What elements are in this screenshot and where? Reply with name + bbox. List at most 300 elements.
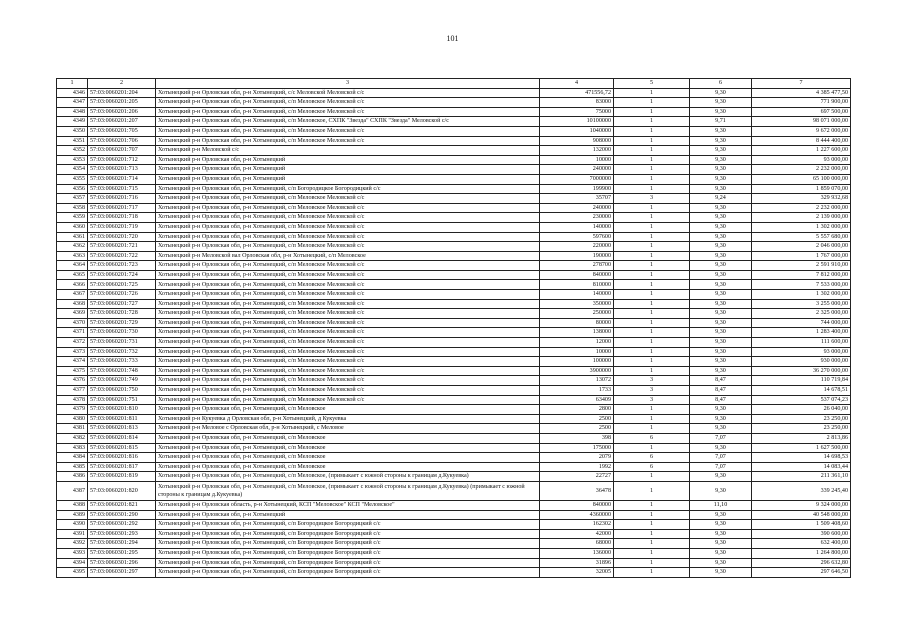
row-number-cell: 4356 (57, 184, 88, 194)
location-description-cell: Хотынецкий р-н Орловская обл, р-н Хотынецкий, с/п Меловское Меловской с/с (156, 366, 540, 376)
unit-price-cell: 9,30 (690, 568, 752, 578)
table-row (57, 568, 851, 578)
cadastral-value-cell: 1 859 070,00 (752, 184, 851, 194)
table-row (57, 251, 851, 261)
cadastral-number-cell: 57:03:0060201:204 (88, 88, 156, 98)
cadastral-value-cell: 537 074,23 (752, 395, 851, 405)
cadastral-number-cell: 57:03:0060201:726 (88, 290, 156, 300)
table-row (57, 232, 851, 242)
area-cell: 42000 (540, 529, 614, 539)
category-cell: 1 (614, 520, 690, 530)
location-description-cell: Хотынецкий р-н Орловская обл, р-н Хотынецкий, с/п Меловское (156, 443, 540, 453)
cadastral-number-cell: 57:03:0060201:814 (88, 433, 156, 443)
table-row (57, 165, 851, 175)
area-cell: 4360000 (540, 510, 614, 520)
cadastral-number-cell: 57:03:0060301:292 (88, 520, 156, 530)
cadastral-value-cell: 2 139 000,00 (752, 213, 851, 223)
row-number-cell: 4352 (57, 146, 88, 156)
row-number-cell: 4394 (57, 558, 88, 568)
cadastral-number-cell: 57:03:0060201:749 (88, 376, 156, 386)
category-cell: 1 (614, 98, 690, 108)
cadastral-number-cell: 57:03:0060201:821 (88, 500, 156, 510)
cadastral-number-cell: 57:03:0060201:751 (88, 395, 156, 405)
table-row (57, 117, 851, 127)
cadastral-value-cell: 1 264 800,00 (752, 548, 851, 558)
cadastral-number-cell: 57:03:0060201:731 (88, 338, 156, 348)
table-row (57, 280, 851, 290)
location-description-cell: Хотынецкий р-н Орловская обл, р-н Хотынецкий (156, 155, 540, 165)
column-header: 6 (690, 79, 752, 89)
category-cell: 1 (614, 146, 690, 156)
cadastral-value-cell: 2 046 000,00 (752, 242, 851, 252)
cadastral-number-cell: 57:03:0060201:721 (88, 242, 156, 252)
category-cell: 1 (614, 347, 690, 357)
cadastral-value-cell: 14 678,51 (752, 386, 851, 396)
table-row (57, 242, 851, 252)
category-cell: 1 (614, 290, 690, 300)
row-number-cell: 4387 (57, 481, 88, 500)
area-cell: 63409 (540, 395, 614, 405)
category-cell: 1 (614, 174, 690, 184)
area-cell: 136000 (540, 548, 614, 558)
cadastral-number-cell: 57:03:0060201:817 (88, 462, 156, 472)
area-cell: 10000 (540, 155, 614, 165)
category-cell: 3 (614, 376, 690, 386)
row-number-cell: 4382 (57, 433, 88, 443)
row-number-cell: 4373 (57, 347, 88, 357)
cadastral-value-cell: 296 632,80 (752, 558, 851, 568)
category-cell: 1 (614, 117, 690, 127)
category-cell: 1 (614, 126, 690, 136)
unit-price-cell: 9,30 (690, 347, 752, 357)
row-number-cell: 4376 (57, 376, 88, 386)
cadastral-value-cell: 9 672 000,00 (752, 126, 851, 136)
row-number-cell: 4380 (57, 414, 88, 424)
location-description-cell: Хотынецкий р-н Орловская обл, р-н Хотынецкий, с/п Меловское Меловской с/с (156, 136, 540, 146)
category-cell: 1 (614, 405, 690, 415)
unit-price-cell: 9,30 (690, 414, 752, 424)
cadastral-number-cell: 57:03:0060201:706 (88, 136, 156, 146)
area-cell: 398 (540, 433, 614, 443)
cadastral-value-cell: 697 500,00 (752, 107, 851, 117)
row-number-cell: 4346 (57, 88, 88, 98)
cadastral-value-cell: 1 302 000,00 (752, 290, 851, 300)
table-row (57, 500, 851, 510)
cadastral-number-cell: 57:03:0060301:293 (88, 529, 156, 539)
location-description-cell: Хотынецкий р-н Орловская обл, р-н Хотынецкий, с/п Богородицкое Богородицкий с/с (156, 539, 540, 549)
table-row (57, 433, 851, 443)
table-row (57, 481, 851, 500)
cadastral-value-cell: 632 400,00 (752, 539, 851, 549)
unit-price-cell: 9,30 (690, 261, 752, 271)
location-description-cell: Хотынецкий р-н Орловская обл, р-н Хотынецкий, с/п Меловское Меловской с/с (156, 309, 540, 319)
area-cell: 140000 (540, 222, 614, 232)
category-cell: 1 (614, 222, 690, 232)
area-cell: 7000000 (540, 174, 614, 184)
category-cell: 1 (614, 443, 690, 453)
cadastral-number-cell: 57:03:0060301:290 (88, 510, 156, 520)
cadastral-number-cell: 57:03:0060201:733 (88, 357, 156, 367)
category-cell: 1 (614, 136, 690, 146)
category-cell: 1 (614, 414, 690, 424)
cadastral-number-cell: 57:03:0060201:727 (88, 299, 156, 309)
cadastral-value-cell: 771 900,00 (752, 98, 851, 108)
row-number-cell: 4354 (57, 165, 88, 175)
area-cell: 240000 (540, 203, 614, 213)
column-header: 2 (88, 79, 156, 89)
row-number-cell: 4366 (57, 280, 88, 290)
cadastral-number-cell: 57:03:0060201:707 (88, 146, 156, 156)
area-cell: 75000 (540, 107, 614, 117)
row-number-cell: 4369 (57, 309, 88, 319)
row-number-cell: 4372 (57, 338, 88, 348)
area-cell: 22727 (540, 472, 614, 482)
cadastral-number-cell: 57:03:0060201:205 (88, 98, 156, 108)
row-number-cell: 4368 (57, 299, 88, 309)
category-cell: 1 (614, 510, 690, 520)
category-cell: 1 (614, 481, 690, 500)
cadastral-number-cell: 57:03:0060201:816 (88, 453, 156, 463)
cadastral-number-cell: 57:03:0060201:705 (88, 126, 156, 136)
cadastral-value-cell: 390 600,00 (752, 529, 851, 539)
category-cell: 1 (614, 357, 690, 367)
table-row (57, 395, 851, 405)
area-cell: 3900000 (540, 366, 614, 376)
area-cell: 250000 (540, 309, 614, 319)
table-row (57, 386, 851, 396)
area-cell: 278700 (540, 261, 614, 271)
cadastral-value-cell: 14 083,44 (752, 462, 851, 472)
table-row (57, 155, 851, 165)
area-cell: 190000 (540, 251, 614, 261)
category-cell: 6 (614, 433, 690, 443)
area-cell: 220000 (540, 242, 614, 252)
cadastral-value-cell: 2 325 000,00 (752, 309, 851, 319)
area-cell: 12000 (540, 338, 614, 348)
cadastral-value-cell: 1 302 000,00 (752, 222, 851, 232)
unit-price-cell: 9,30 (690, 366, 752, 376)
unit-price-cell: 9,30 (690, 558, 752, 568)
area-cell: 2500 (540, 414, 614, 424)
table-row (57, 510, 851, 520)
area-cell: 908000 (540, 136, 614, 146)
table-row (57, 299, 851, 309)
row-number-cell: 4357 (57, 194, 88, 204)
location-description-cell: Хотынецкий р-н Орловская обл, р-н Хотынецкий, с/п Меловское, (примыкает с южной стороны к границам д.Кукуевка) (156, 472, 540, 482)
table-row (57, 529, 851, 539)
table-row (57, 424, 851, 434)
cadastral-value-cell: 110 719,84 (752, 376, 851, 386)
location-description-cell: Хотынецкий р-н Орловская обл, р-н Хотынецкий, с/п Меловское Меловской с/с (156, 194, 540, 204)
unit-price-cell: 9,30 (690, 405, 752, 415)
cadastral-value-cell: 7 812 000,00 (752, 270, 851, 280)
location-description-cell: Хотынецкий р-н Орловская обл, р-н Хотынецкий, с/п Богородицкое Богородицкий с/с (156, 184, 540, 194)
category-cell: 1 (614, 270, 690, 280)
unit-price-cell: 9,30 (690, 548, 752, 558)
location-description-cell: Хотынецкий р-н Орловская обл, р-н Хотынецкий, с/п Меловское Меловской с/с (156, 290, 540, 300)
table-row (57, 107, 851, 117)
category-cell: 1 (614, 165, 690, 175)
cadastral-number-cell: 57:03:0060201:810 (88, 405, 156, 415)
row-number-cell: 4358 (57, 203, 88, 213)
area-cell: 240000 (540, 165, 614, 175)
unit-price-cell: 9,30 (690, 213, 752, 223)
area-cell: 10000 (540, 347, 614, 357)
row-number-cell: 4347 (57, 98, 88, 108)
location-description-cell: Хотынецкий р-н Орловская обл, р-н Хотынецкий, с/п Меловское Меловской с/с (156, 242, 540, 252)
location-description-cell: Хотынецкий р-н Орловская обл, р-н Хотынецкий, с/п Меловское Меловской с/с (156, 386, 540, 396)
row-number-cell: 4385 (57, 462, 88, 472)
row-number-cell: 4351 (57, 136, 88, 146)
location-description-cell: Хотынецкий р-н Орловская обл, р-н Хотынецкий, с/п Меловское Меловской с/с (156, 98, 540, 108)
cadastral-number-cell: 57:03:0060201:715 (88, 184, 156, 194)
area-cell: 2500 (540, 424, 614, 434)
area-cell: 840000 (540, 270, 614, 280)
cadastral-value-cell: 65 100 000,00 (752, 174, 851, 184)
table-row (57, 338, 851, 348)
location-description-cell: Хотынецкий р-н Орловская область, р-н Хотынецкий, КСП "Меловское" КСП "Меловское" (156, 500, 540, 510)
table-row (57, 270, 851, 280)
cadastral-value-cell: 23 250,00 (752, 414, 851, 424)
location-description-cell: Хотынецкий р-н Меловской вал Орловская обл, р-н Хотынецкий, с/п Меловское (156, 251, 540, 261)
row-number-cell: 4375 (57, 366, 88, 376)
cadastral-value-cell: 14 698,53 (752, 453, 851, 463)
unit-price-cell: 9,30 (690, 328, 752, 338)
cadastral-number-cell: 57:03:0060201:713 (88, 165, 156, 175)
unit-price-cell: 9,30 (690, 174, 752, 184)
table-header-row (57, 79, 851, 89)
area-cell: 199900 (540, 184, 614, 194)
cadastral-number-cell: 57:03:0060201:732 (88, 347, 156, 357)
table-row (57, 174, 851, 184)
category-cell: 1 (614, 88, 690, 98)
row-number-cell: 4370 (57, 318, 88, 328)
category-cell: 1 (614, 338, 690, 348)
location-description-cell: Хотынецкий р-н Орловская обл, р-н Хотынецкий, с/п Меловское Меловской с/с (156, 222, 540, 232)
location-description-cell: Хотынецкий р-н Орловская обл, р-н Хотынецкий, с/п Меловское (156, 462, 540, 472)
row-number-cell: 4393 (57, 548, 88, 558)
category-cell: 1 (614, 155, 690, 165)
location-description-cell: Хотынецкий р-н Орловская обл, р-н Хотынецкий, с/п Богородицкое Богородицкий с/с (156, 568, 540, 578)
row-number-cell: 4359 (57, 213, 88, 223)
unit-price-cell: 8,47 (690, 395, 752, 405)
location-description-cell: Хотынецкий р-н Орловская обл, р-н Хотынецкий, с/п Меловское Меловской с/с (156, 328, 540, 338)
location-description-cell: Хотынецкий р-н Орловская обл, р-н Хотынецкий, с/п Меловское Меловской с/с (156, 107, 540, 117)
location-description-cell: Хотынецкий р-н Орловская обл, р-н Хотынецкий (156, 510, 540, 520)
category-cell: 1 (614, 184, 690, 194)
unit-price-cell: 8,47 (690, 386, 752, 396)
category-cell: 1 (614, 318, 690, 328)
location-description-cell: Хотынецкий р-н Орловская обл, р-н Хотынецкий, с/п Меловское Меловской с/с (156, 261, 540, 271)
cadastral-value-cell: 339 245,40 (752, 481, 851, 500)
cadastral-value-cell: 2 591 910,00 (752, 261, 851, 271)
column-header: 5 (614, 79, 690, 89)
category-cell: 1 (614, 309, 690, 319)
area-cell: 2800 (540, 405, 614, 415)
cadastral-number-cell: 57:03:0060201:718 (88, 213, 156, 223)
cadastral-number-cell: 57:03:0060201:723 (88, 261, 156, 271)
location-description-cell: Хотынецкий р-н Орловская обл, р-н Хотынецкий (156, 165, 540, 175)
cadastral-value-cell: 98 071 000,00 (752, 117, 851, 127)
unit-price-cell: 9,24 (690, 194, 752, 204)
table-row (57, 184, 851, 194)
table-row (57, 318, 851, 328)
row-number-cell: 4365 (57, 270, 88, 280)
cadastral-value-cell: 1 283 400,00 (752, 328, 851, 338)
cadastral-number-cell: 57:03:0060201:719 (88, 222, 156, 232)
row-number-cell: 4390 (57, 520, 88, 530)
unit-price-cell: 9,30 (690, 98, 752, 108)
unit-price-cell: 9,30 (690, 88, 752, 98)
cadastral-number-cell: 57:03:0060201:729 (88, 318, 156, 328)
row-number-cell: 4353 (57, 155, 88, 165)
location-description-cell: Хотынецкий р-н Орловская обл, р-н Хотынецкий, с/п Меловское Меловской с/с (156, 126, 540, 136)
row-number-cell: 4362 (57, 242, 88, 252)
unit-price-cell: 9,30 (690, 184, 752, 194)
cadastral-value-cell: 8 444 400,00 (752, 136, 851, 146)
location-description-cell: Хотынецкий р-н Орловская обл, р-н Хотынецкий, с/п Меловское Меловской с/с (156, 395, 540, 405)
cadastral-number-cell: 57:03:0060201:206 (88, 107, 156, 117)
unit-price-cell: 9,30 (690, 472, 752, 482)
category-cell: 1 (614, 529, 690, 539)
cadastral-number-cell: 57:03:0060201:714 (88, 174, 156, 184)
location-description-cell: Хотынецкий р-н Орловская обл, р-н Хотынецкий, с/п Меловское Меловской с/с (156, 347, 540, 357)
row-number-cell: 4395 (57, 568, 88, 578)
cadastral-value-cell: 3 255 000,00 (752, 299, 851, 309)
cadastral-value-cell: 1 767 000,00 (752, 251, 851, 261)
location-description-cell: Хотынецкий р-н Орловская обл, р-н Хотынецкий (156, 174, 540, 184)
category-cell: 1 (614, 213, 690, 223)
row-number-cell: 4388 (57, 500, 88, 510)
column-header: 1 (57, 79, 88, 89)
unit-price-cell: 9,30 (690, 357, 752, 367)
row-number-cell: 4384 (57, 453, 88, 463)
category-cell: 1 (614, 232, 690, 242)
cadastral-value-cell: 329 932,68 (752, 194, 851, 204)
location-description-cell: Хотынецкий р-н Орловская обл, р-н Хотынецкий, с/п Меловское Меловской с/с (156, 357, 540, 367)
table-row (57, 98, 851, 108)
category-cell: 1 (614, 558, 690, 568)
row-number-cell: 4360 (57, 222, 88, 232)
unit-price-cell: 9,30 (690, 290, 752, 300)
location-description-cell: Хотынецкий р-н Орловская обл, р-н Хотынецкий, с/п Богородицкое Богородицкий с/с (156, 529, 540, 539)
area-cell: 68000 (540, 539, 614, 549)
table-row (57, 203, 851, 213)
cadastral-number-cell: 57:03:0060301:295 (88, 548, 156, 558)
table-row (57, 126, 851, 136)
cadastral-value-cell: 36 270 000,00 (752, 366, 851, 376)
unit-price-cell: 9,30 (690, 136, 752, 146)
area-cell: 840000 (540, 500, 614, 510)
cadastral-value-cell: 7 533 000,00 (752, 280, 851, 290)
cadastral-value-cell: 5 557 680,00 (752, 232, 851, 242)
unit-price-cell: 7,07 (690, 433, 752, 443)
category-cell: 1 (614, 328, 690, 338)
table-row (57, 558, 851, 568)
table-row (57, 462, 851, 472)
unit-price-cell: 9,30 (690, 318, 752, 328)
unit-price-cell: 9,30 (690, 146, 752, 156)
cadastral-value-cell: 26 040,00 (752, 405, 851, 415)
unit-price-cell: 9,30 (690, 338, 752, 348)
area-cell: 100000 (540, 357, 614, 367)
unit-price-cell: 9,30 (690, 270, 752, 280)
table-row (57, 309, 851, 319)
location-description-cell: Хотынецкий р-н Орловская обл, р-н Хотынецкий, с/п Меловское Меловской с/с (156, 232, 540, 242)
cadastral-number-cell: 57:03:0060301:296 (88, 558, 156, 568)
cadastral-value-cell: 23 250,00 (752, 424, 851, 434)
cadastral-number-cell: 57:03:0060201:717 (88, 203, 156, 213)
category-cell: 1 (614, 568, 690, 578)
unit-price-cell: 9,30 (690, 203, 752, 213)
cadastral-number-cell: 57:03:0060201:728 (88, 309, 156, 319)
unit-price-cell: 9,30 (690, 155, 752, 165)
cadastral-value-cell: 2 232 000,00 (752, 165, 851, 175)
location-description-cell: Хотынецкий р-н Орловская обл, р-н Хотынецкий, с/п Меловское Меловской с/с (156, 270, 540, 280)
table-row (57, 328, 851, 338)
location-description-cell: Хотынецкий р-н Орловская обл, р-н Хотынецкий, с/п Меловское, (примыкает с южной стороны к границам д.Кукуевка) (примыкает с южной стороны к границам д.Кукуевка) (156, 481, 540, 500)
unit-price-cell: 9,30 (690, 232, 752, 242)
area-cell: 80000 (540, 318, 614, 328)
unit-price-cell: 9,30 (690, 443, 752, 453)
location-description-cell: Хотынецкий р-н Орловская обл, р-н Хотынецкий, с/п Богородицкое Богородицкий с/с (156, 558, 540, 568)
category-cell: 1 (614, 472, 690, 482)
category-cell: 1 (614, 500, 690, 510)
cadastral-value-cell: 1 509 408,60 (752, 520, 851, 530)
location-description-cell: Хотынецкий р-н Орловская обл, р-н Хотынецкий, с/п Меловское, СХПК "Звезда" СХПК "Звезда" Меловской с/с (156, 117, 540, 127)
table-row (57, 213, 851, 223)
unit-price-cell: 9,30 (690, 242, 752, 252)
category-cell: 1 (614, 424, 690, 434)
cadastral-value-cell: 1 227 600,00 (752, 146, 851, 156)
table-row (57, 414, 851, 424)
unit-price-cell: 9,30 (690, 107, 752, 117)
unit-price-cell: 9,30 (690, 222, 752, 232)
register-table-body (57, 79, 851, 578)
area-cell: 35707 (540, 194, 614, 204)
row-number-cell: 4381 (57, 424, 88, 434)
area-cell: 230000 (540, 213, 614, 223)
category-cell: 1 (614, 203, 690, 213)
row-number-cell: 4389 (57, 510, 88, 520)
category-cell: 3 (614, 386, 690, 396)
location-description-cell: Хотынецкий р-н Орловская обл, р-н Хотынецкий, с/с Меловской Меловской с/с (156, 88, 540, 98)
location-description-cell: Хотынецкий р-н Орловская обл, р-н Хотынецкий, с/п Меловское Меловской с/с (156, 299, 540, 309)
cadastral-number-cell: 57:03:0060201:207 (88, 117, 156, 127)
unit-price-cell: 9,30 (690, 481, 752, 500)
category-cell: 3 (614, 395, 690, 405)
unit-price-cell: 9,30 (690, 529, 752, 539)
cadastral-value-cell: 4 385 477,50 (752, 88, 851, 98)
unit-price-cell: 7,07 (690, 453, 752, 463)
location-description-cell: Хотынецкий р-н Орловская обл, р-н Хотынецкий, с/п Меловское (156, 433, 540, 443)
row-number-cell: 4392 (57, 539, 88, 549)
unit-price-cell: 9,30 (690, 510, 752, 520)
table-row (57, 453, 851, 463)
unit-price-cell: 9,30 (690, 280, 752, 290)
row-number-cell: 4391 (57, 529, 88, 539)
unit-price-cell: 9,30 (690, 299, 752, 309)
cadastral-number-cell: 57:03:0060201:725 (88, 280, 156, 290)
unit-price-cell: 8,47 (690, 376, 752, 386)
area-cell: 350000 (540, 299, 614, 309)
table-row (57, 405, 851, 415)
table-row (57, 261, 851, 271)
column-header: 3 (156, 79, 540, 89)
category-cell: 1 (614, 539, 690, 549)
table-row (57, 290, 851, 300)
location-description-cell: Хотынецкий р-н Мелoвое с Орловская обл, р-н Хотынецкий, с Меловое (156, 424, 540, 434)
